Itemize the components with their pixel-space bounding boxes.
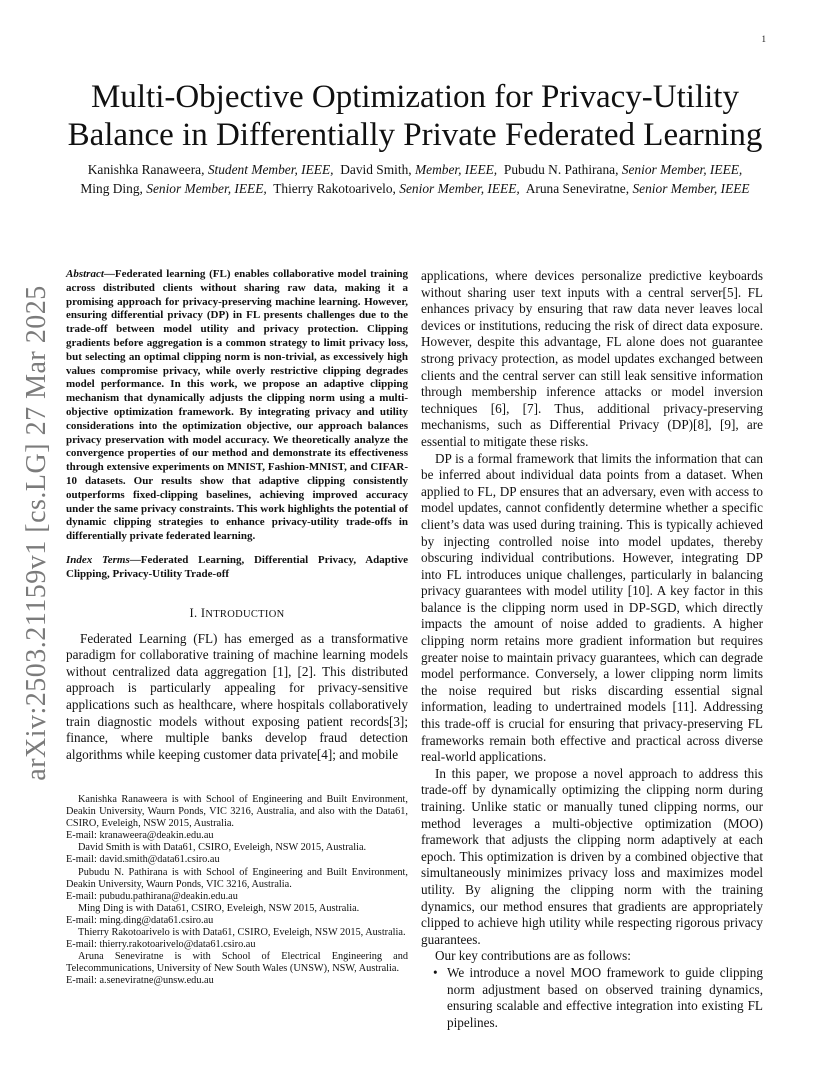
intro-paragraph-1: Federated Learning (FL) has emerged as a transformative paradigm for collaborative training of machine learning models without centralized data aggregation [1], [2]. This distributed approach is particularly appealing for privacy-sensitive applications such as healthcare, where hospitals collaboratively train diagnostic models without exposing patient records[3]; finance, where multiple banks develop fraud detection algorithms while keeping customer data private[4]; and mobile <box>66 630 408 762</box>
section-title-rest: NTRODUCTION <box>205 608 285 620</box>
footnotes <box>66 794 408 988</box>
author-name: David Smith, <box>340 162 412 177</box>
arxiv-stamp-text: arXiv:2503.21159v1 [cs.LG] 27 Mar 2025 <box>21 285 52 781</box>
author-role: Senior Member, IEEE, <box>621 162 743 177</box>
abstract-text: —Federated learning (FL) enables collaborative model training across distributed clients without sharing raw data, making it a promising approach for privacy-preserving machine learning. However, ensuring differential privacy (DP) in FL presents challenges due to the trade-off between model utility and privacy protection. Clipping gradients before aggregation is a common strategy to limit privacy loss, but selecting an optimal clipping norm is non-trivial, as excessively high values compromise privacy, while overly restrictive clipping degrades model performance. In this work, we propose an adaptive clipping mechanism that dynamically adjusts the clipping norm using a multi-objective optimization framework. By integrating privacy and utility considerations into the optimization objective, our approach balances privacy preservation with model accuracy. We theoretically analyze the convergence properties of our method and demonstrate its effectiveness through extensive experiments on MNIST, Fashion-MNIST, and CIFAR-10 datasets. Our results show that adaptive clipping consistently outperforms fixed-clipping baselines, achieving improved accuracy under the same privacy constraints. This work highlights the potential of dynamic clipping strategies to enhance privacy-utility trade-offs in differentially private federated learning. <box>66 268 408 543</box>
footnote-affiliation: Aruna Seneviratne is with School of Electrical Engineering and Telecommunications, University of New South Wales (UNSW), NSW, Australia. <box>66 951 408 975</box>
paper-title <box>60 78 770 154</box>
footnote-affiliation: Pubudu N. Pathirana is with School of Engineering and Built Environment, Deakin University, Waurn Ponds, VIC 3216, Australia. <box>66 866 408 890</box>
author-name: Aruna Seneviratne, <box>525 181 630 196</box>
page-number: 1 <box>761 34 766 44</box>
author-role: Student Member, IEEE, <box>207 162 334 177</box>
footnote-email: E-mail: thierry.rakotoarivelo@data61.csiro.au <box>66 939 256 951</box>
right-column <box>421 268 763 1031</box>
index-terms-label: Index Terms <box>66 553 130 566</box>
footnote-email: E-mail: kranaweera@deakin.edu.au <box>66 830 214 842</box>
abstract <box>66 268 408 544</box>
author-role: Senior Member, IEEE, <box>399 181 520 196</box>
intro-paragraph-continued: applications, where devices personalize predictive keyboards without sharing user text inputs with a central server[5]. FL enhances privacy by ensuring that raw data never leaves local devices or institutions, reducing the risk of direct data exposure. However, despite this advantage, FL alone does not guarantee strong privacy protection, as model updates exchanged between clients and the central server can still leak sensitive information through membership inference attacks or model inversion techniques [6], [7]. Thus, additional privacy-preserving mechanisms, such as Differential Privacy (DP)[8], [9], are essential to mitigate these risks. <box>421 268 763 449</box>
abstract-label: Abstract <box>66 268 104 280</box>
footnote-email: E-mail: ming.ding@data61.csiro.au <box>66 914 214 926</box>
intro-paragraph-proposal: In this paper, we propose a novel approach to address this trade-off by dynamically optimizing the clipping norm during training. Unlike static or manually tuned clipping norms, our method leverages a multi-objective optimization (MOO) framework that adjusts the clipping norm adaptively at each epoch. This optimization is driven by a combined objective that simultaneously minimizes privacy loss and maximizes model utility. By aligning the clipping norm with the training dynamics, our method ensures that gradients are appropriately clipped to achieve high utility while respecting rigorous privacy guarantees. <box>421 765 763 947</box>
intro-paragraph-dp: DP is a formal framework that limits the information that can be inferred about individual data points from a dataset. When applied to FL, DP ensures that an adversary, even with access to model updates, cannot confidently determine whether a specific client’s data was used during training. This is typically achieved by injecting controlled noise into model updates, thereby obscuring individual contributions. However, integrating DP into FL introduces unique challenges, particularly in balancing privacy guarantees with model utility [10]. A key factor in this balance is the clipping norm used in DP-SGD, which directly impacts the amount of noise added to gradients. A higher clipping norm retains more gradient information but requires greater noise to maintain privacy guarantees, which can degrade model performance. Conversely, a lower clipping norm limits the noise required but risks discarding essential signal information, leading to undertrained models [11]. Addressing this trade-off is crucial for ensuring that privacy-preserving FL frameworks remain both effective and practical across diverse real-world applications. <box>421 450 763 765</box>
contributions-lead: Our key contributions are as follows: <box>435 948 631 964</box>
footnote-affiliation: Kanishka Ranaweera is with School of Engineering and Built Environment, Deakin University, Waurn Ponds, VIC 3216, Australia, and also with the Data61, CSIRO, Eveleigh, NSW 2015, Australia. <box>66 794 408 830</box>
author-name: Thierry Rakotoarivelo, <box>273 181 396 196</box>
author-role: Member, IEEE, <box>414 162 498 177</box>
author-name: Ming Ding, <box>80 181 143 196</box>
index-terms-text: —Federated Learning, Differential Privacy, Adaptive Clipping, Privacy-Utility Trade-off <box>66 553 408 580</box>
contribution-item: • We introduce a novel MOO framework to guide clipping norm adjustment based on observed training dynamics, ensuring scalable and effective integration into existing FL pipelines. <box>447 965 763 1031</box>
title-line-2: Balance in Differentially Private Federated Learning <box>67 117 763 153</box>
author-name: Pubudu N. Pathirana, <box>503 162 619 177</box>
footnote-affiliation: David Smith is with Data61, CSIRO, Eveleigh, NSW 2015, Australia. <box>78 842 367 854</box>
footnote-affiliation: Thierry Rakotoarivelo is with Data61, CSIRO, Eveleigh, NSW 2015, Australia. <box>78 927 406 939</box>
footnote-affiliation: Ming Ding is with Data61, CSIRO, Eveleigh, NSW 2015, Australia. <box>78 902 360 914</box>
footnote-email: E-mail: pubudu.pathirana@deakin.edu.au <box>66 890 238 902</box>
footnote-email: E-mail: david.smith@data61.csiro.au <box>66 854 220 866</box>
left-column <box>66 268 408 763</box>
arxiv-stamp <box>4 283 70 783</box>
section-number: I. <box>189 605 201 620</box>
title-line-1: Multi-Objective Optimization for Privacy-Utility <box>91 79 739 115</box>
contributions-list <box>421 965 763 1031</box>
section-heading-introduction <box>66 606 408 621</box>
author-role: Senior Member, IEEE, <box>146 181 267 196</box>
footnote-email: E-mail: a.seneviratne@unsw.edu.au <box>66 975 214 987</box>
section-title-initial: I <box>200 605 206 620</box>
author-list <box>80 160 750 198</box>
author-name: Kanishka Ranaweera, <box>87 162 205 177</box>
index-terms <box>66 554 408 582</box>
author-role: Senior Member, IEEE <box>632 181 750 196</box>
